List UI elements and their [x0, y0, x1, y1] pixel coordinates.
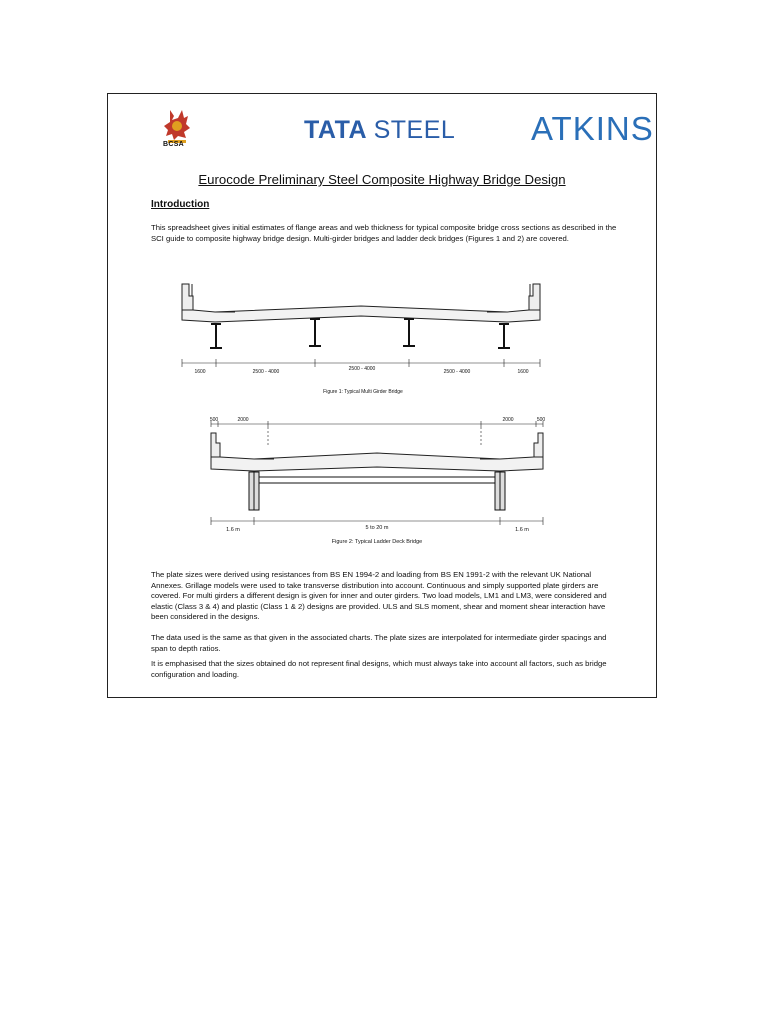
figure1-caption: Figure 1: Typical Multi Girder Bridge	[323, 389, 403, 395]
section-heading: Introduction	[151, 199, 210, 210]
figure2-top-dimension-line	[211, 421, 543, 447]
ladder-deck-outline	[211, 433, 543, 471]
tata-steel-logo	[304, 116, 455, 145]
figure2-dim-label: 500	[209, 417, 219, 423]
figure2-dim-label: 2000	[502, 417, 514, 423]
figure2-caption: Figure 2: Typical Ladder Deck Bridge	[331, 539, 423, 545]
figure2-bottom-dimension-line	[211, 517, 543, 525]
tata-logo-word: TATA	[304, 116, 367, 144]
figure2-dim-label: 500	[536, 417, 546, 423]
figure-multi-girder-bridge	[175, 276, 547, 401]
figure-ladder-deck-bridge	[198, 411, 558, 556]
figure2-dim-label: 1.6 m	[515, 527, 529, 533]
figure1-dim-label: 1600	[194, 369, 206, 375]
figure2-dim-label: 5 to 20 m	[365, 525, 389, 531]
method-paragraph: The plate sizes were derived using resistances from BS EN 1994-2 and loading from BS EN 1991-2 with the relevant UK National Annexes. Grillage models were used to take transverse distribution into account. Continuous and simply supported plate girders are covered. For multi girders a different design is given for inner and outer girders. Two load models, LM1 and LM3, were considered and elastic (Class 3 & 4) and plastic (Class 1 & 2) designs are provided. ULS and SLS moment, shear and moment shear interaction have been considered in the designs.	[151, 570, 607, 621]
steel-logo-word: STEEL	[373, 116, 456, 144]
steel-girders	[210, 319, 510, 348]
disclaimer-paragraph: It is emphasised that the sizes obtained do not represent final designs, which must always take into account all factors, such as bridge configuration and loading.	[151, 659, 607, 679]
data-paragraph: The data used is the same as that given in the associated charts. The plate sizes are interpolated for intermediate girder spacings and span to depth ratios.	[151, 633, 607, 653]
figure2-dim-label: 2000	[237, 417, 249, 423]
document-page	[107, 93, 657, 698]
intro-paragraph: This spreadsheet gives initial estimates of flange areas and web thickness for typical composite bridge cross sections as described in the SCI guide to composite highway bridge design. Multi-girder bridges and ladder deck bridges (Figures 1 and 2) are covered.	[151, 223, 617, 243]
figure2-dim-label: 1.6 m	[226, 527, 240, 533]
figure1-dim-label: 2500 - 4000	[252, 369, 280, 375]
page-title: Eurocode Preliminary Steel Composite Highway Bridge Design	[198, 172, 566, 187]
bcsa-label: BCSA	[163, 141, 185, 148]
deck-outline	[182, 284, 540, 322]
figure1-dim-label: 1600	[517, 369, 529, 375]
main-girders	[249, 472, 505, 510]
logo-bar	[108, 94, 656, 164]
figure1-dim-label: 2500 - 4000	[443, 369, 471, 375]
figure1-dim-label: 2500 - 4000	[348, 366, 376, 372]
atkins-logo: ATKINS	[531, 110, 654, 147]
